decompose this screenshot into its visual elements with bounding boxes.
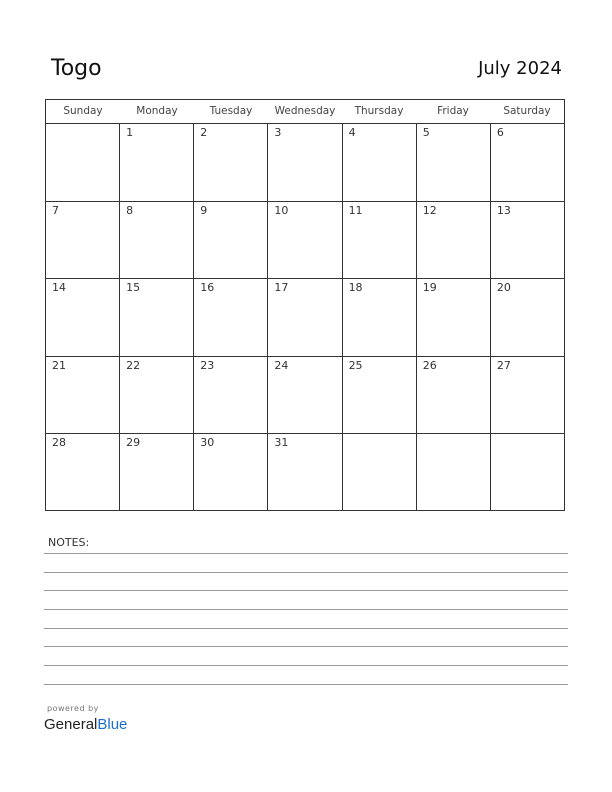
day-cell — [343, 434, 417, 510]
week-row — [46, 434, 564, 510]
day-cell — [491, 434, 564, 510]
day-cell — [417, 124, 491, 201]
week-row — [46, 124, 564, 202]
brand-general: General — [44, 716, 98, 733]
day-number: 17 — [274, 281, 289, 295]
day-cell — [343, 202, 417, 279]
day-cell — [194, 124, 268, 201]
day-cell — [343, 357, 417, 434]
day-cell — [268, 202, 342, 279]
day-cell — [491, 124, 564, 201]
note-line — [44, 665, 568, 666]
day-cell — [491, 202, 564, 279]
weekday-friday: Friday — [437, 105, 469, 117]
day-number: 5 — [422, 126, 430, 139]
day-cell — [46, 202, 120, 279]
day-number: 4 — [348, 126, 356, 139]
day-number: 10 — [274, 203, 289, 217]
day-cell — [268, 434, 342, 510]
day-cell — [120, 434, 194, 510]
day-cell — [417, 434, 491, 510]
weekday-wednesday: Wednesday — [274, 105, 336, 117]
day-number: 24 — [274, 358, 289, 372]
day-cell — [46, 434, 120, 510]
day-cell — [268, 279, 342, 356]
day-cell — [343, 124, 417, 201]
day-cell — [194, 279, 268, 356]
day-number: 19 — [422, 281, 437, 295]
week-row — [46, 279, 564, 357]
day-number: 27 — [496, 358, 511, 372]
day-cell — [194, 202, 268, 279]
day-number: 28 — [52, 436, 66, 450]
day-number: 2 — [200, 126, 208, 139]
day-number: 20 — [496, 281, 511, 295]
day-cell — [120, 202, 194, 279]
note-line — [44, 684, 568, 685]
day-cell — [46, 357, 120, 434]
day-cell — [120, 279, 194, 356]
day-number: 30 — [200, 436, 215, 450]
day-number: 15 — [126, 281, 141, 295]
day-number: 21 — [52, 358, 66, 372]
note-line — [44, 628, 568, 629]
day-cell — [194, 357, 268, 434]
day-cell — [343, 279, 417, 356]
weekday-saturday: Saturday — [503, 105, 551, 117]
day-cell — [491, 357, 564, 434]
weekday-header-row — [46, 100, 564, 124]
day-cell — [268, 124, 342, 201]
weekday-tuesday: Tuesday — [209, 105, 253, 117]
day-cell — [46, 279, 120, 356]
day-number: 26 — [422, 358, 437, 372]
weeks-container — [46, 124, 564, 510]
day-number: 3 — [274, 126, 282, 139]
day-number: 9 — [200, 203, 208, 217]
note-line — [44, 553, 568, 554]
note-line — [44, 572, 568, 573]
day-number: 25 — [348, 358, 363, 372]
powered-by-text: powered by — [47, 704, 99, 713]
day-number: 14 — [52, 281, 66, 295]
day-number: 16 — [200, 281, 215, 295]
month-title: July 2024 — [478, 58, 562, 79]
weekday-monday: Monday — [136, 105, 178, 117]
day-cell — [491, 279, 564, 356]
notes-label: NOTES: — [48, 536, 90, 549]
brand-blue: Blue — [97, 716, 128, 733]
weekday-thursday: Thursday — [354, 105, 404, 117]
day-cell — [417, 202, 491, 279]
day-number: 7 — [52, 203, 59, 217]
day-cell — [417, 357, 491, 434]
note-line — [44, 609, 568, 610]
note-line — [44, 646, 568, 647]
day-number: 11 — [348, 203, 363, 217]
day-number: 1 — [126, 126, 134, 139]
country-title: Togo — [51, 56, 102, 81]
day-cell — [120, 124, 194, 201]
day-number: 6 — [496, 126, 504, 139]
day-number: 12 — [422, 203, 437, 217]
day-number: 29 — [126, 436, 141, 450]
week-row — [46, 357, 564, 435]
calendar-grid — [45, 99, 565, 511]
week-row — [46, 202, 564, 280]
generalblue-logo — [44, 716, 127, 733]
day-number: 22 — [126, 358, 141, 372]
day-cell — [194, 434, 268, 510]
day-cell — [46, 124, 120, 201]
day-number: 13 — [496, 203, 511, 217]
day-number: 23 — [200, 358, 215, 372]
day-number: 18 — [348, 281, 363, 295]
day-number: 31 — [274, 436, 289, 450]
day-number: 8 — [126, 203, 134, 217]
day-cell — [417, 279, 491, 356]
weekday-sunday: Sunday — [63, 105, 103, 117]
day-cell — [268, 357, 342, 434]
day-cell — [120, 357, 194, 434]
note-line — [44, 590, 568, 591]
